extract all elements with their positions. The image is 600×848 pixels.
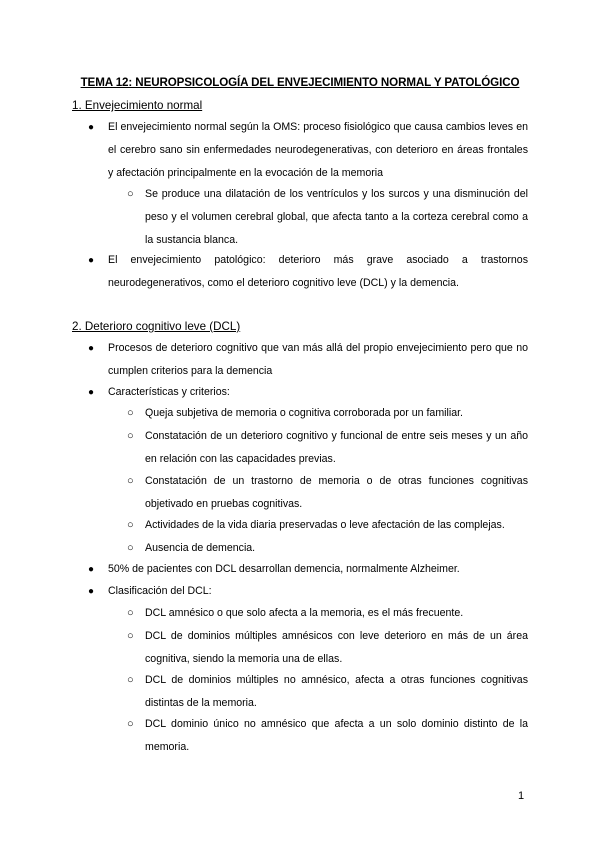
bullet-dot-icon: ● [88,586,95,597]
list-item: Clasificación del DCL: [108,585,212,597]
sub-list-item: Constatación de un trastorno de memoria o de otras funciones cognitivas objetivado en pruebas cognitivas. [145,475,528,510]
sub-list-item: DCL de dominios múltiples no amnésico, afecta a otras funciones cognitivas distintas de la memoria. [145,674,528,709]
bullet-dot-icon: ● [88,564,95,575]
bullet-circle-icon: ○ [127,542,134,554]
sub-list-item: DCL amnésico o que solo afecta a la memoria, es el más frecuente. [145,607,464,619]
list-item: 50% de pacientes con DCL desarrollan demencia, normalmente Alzheimer. [108,563,460,575]
sub-list-item: Se produce una dilatación de los ventrículos y los surcos y una disminución del peso y el volumen cerebral global, que afecta tanto a la corteza cerebral como a la sustancia blanca. [145,188,528,246]
bullet-circle-icon: ○ [127,674,134,686]
sub-list-item: Constatación de un deterioro cognitivo y funcional de entre seis meses y un año en relación con las capacidades previas. [145,430,528,465]
bullet-circle-icon: ○ [127,607,134,619]
sub-list-item: DCL dominio único no amnésico que afecta a un solo dominio distinto de la memoria. [145,718,528,753]
sub-list-item: Actividades de la vida diaria preservadas o leve afectación de las complejas. [145,519,505,531]
list-item: Características y criterios: [108,386,230,398]
sub-list-item: Ausencia de demencia. [145,542,256,554]
bullet-dot-icon: ● [88,255,95,266]
bullet-circle-icon: ○ [127,475,134,487]
sub-list-item: DCL de dominios múltiples amnésicos con leve deterioro en más de un área cognitiva, siendo la memoria una de ellas. [145,630,528,665]
list-item: El envejecimiento normal según la OMS: proceso fisiológico que causa cambios leves en el cerebro sano sin enfermedades neurodegenerativas, con deterioro en áreas frontales y afectación principalmente en la evocación de la memoria [108,121,528,179]
bullet-circle-icon: ○ [127,188,134,200]
list-item: El envejecimiento patológico: deterioro más grave asociado a trastornos neurodegenerativos, como el deterioro cognitivo leve (DCL) y la demencia. [108,254,528,289]
bullet-dot-icon: ● [88,343,95,354]
bullet-circle-icon: ○ [127,430,134,442]
bullet-circle-icon: ○ [127,519,134,531]
bullet-circle-icon: ○ [127,407,134,419]
page-title: TEMA 12: NEUROPSICOLOGÍA DEL ENVEJECIMIENTO NORMAL Y PATOLÓGICO [80,76,520,89]
bullet-circle-icon: ○ [127,630,134,642]
section-heading-2: 2. Deterioro cognitivo leve (DCL) [72,320,241,333]
page-number: 1 [518,790,525,802]
list-item: Procesos de deterioro cognitivo que van más allá del propio envejecimiento pero que no cumplen criterios para la demencia [108,342,528,377]
bullet-dot-icon: ● [88,122,95,133]
bullet-dot-icon: ● [88,387,95,398]
section-heading-1: 1. Envejecimiento normal [72,99,203,112]
sub-list-item: Queja subjetiva de memoria o cognitiva corroborada por un familiar. [145,407,463,419]
bullet-circle-icon: ○ [127,718,134,730]
